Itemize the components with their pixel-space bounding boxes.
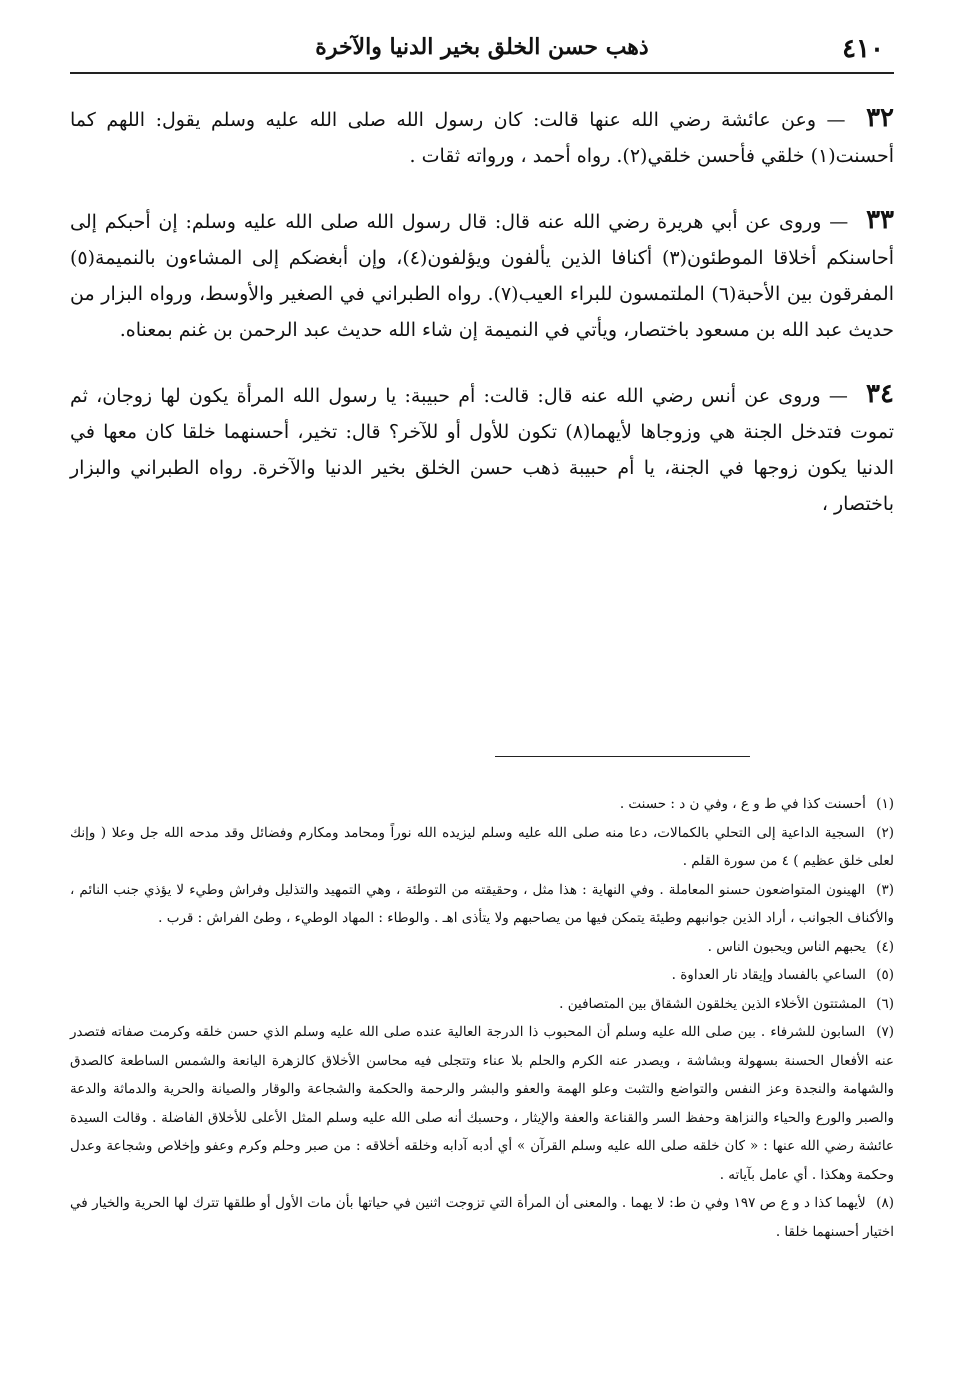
footnote-text: الساعي بالفساد وإيقاد نار العداوة . — [671, 967, 866, 983]
hadith-source: رواه أحمد ، ورواته ثقات . — [409, 145, 611, 167]
footnote-text: لأيهما كذا د و ع ص ١٩٧ وفي ن ط: لا يهما . والمعنى أن المرأة التي تزوجت اثنين في حياتها بأن مات الأول أو طلقها تترك لها الحرية والخيار في اختيار أحسنهما خلقا . — [70, 1195, 894, 1240]
footnote-number: (٨) — [876, 1195, 894, 1211]
hadith-number: ٣٤ — [866, 379, 894, 409]
hadith-33 — [70, 202, 894, 348]
hadith-source: رواه الطبراني والبزار باختصار ، — [70, 457, 894, 515]
footnote-text: أحسنت كذا في ط و ع ، وفي ن د : حسنت . — [619, 796, 866, 812]
footnote-6 — [70, 990, 894, 1019]
footnote-number: (٣) — [876, 881, 894, 898]
footnote-number: (٥) — [876, 967, 894, 983]
hadith-number: ٣٢ — [866, 103, 894, 133]
footnote-8 — [70, 1189, 894, 1246]
page-header — [70, 28, 894, 74]
footnote-3 — [70, 876, 894, 933]
footnote-number: (٧) — [876, 1024, 895, 1040]
footnotes — [70, 790, 894, 1246]
hadith-body — [70, 100, 894, 550]
footnote-text: يحبهم الناس ويحبون الناس . — [707, 938, 866, 955]
footnote-number: (١) — [876, 796, 894, 812]
hadith-source: رواه الطبراني في الصغير والأوسط، ورواه البزار من حديث عبد الله بن مسعود باختصار، ويأتي في النميمة إن شاء الله حديث عبد الرحمن بن غنم بمعناه. — [70, 283, 894, 341]
footnote-5 — [70, 961, 894, 990]
page-number: ٤١٠ — [842, 34, 884, 64]
hadith-text: — وروى عن أبي هريرة رضي الله عنه قال: قال رسول الله صلى الله عليه وسلم: إن أحبكم إلى أحاسنكم أخلاقا الموطئون(٣) أكنافا الذين يألفون ويؤلفون(٤)، وإن أبغضكم إلى المشاءون بالنميمة(٥) المفرقون بين الأحبة(٦) الملتمسون للبراء العيب(٧). — [70, 211, 895, 305]
footnote-1 — [70, 790, 894, 819]
footnote-number: (٦) — [876, 995, 894, 1012]
footnote-text: السابون للشرفاء . بين صلى الله عليه وسلم أن المحبوب ذا الدرجة العالية عنده صلى الله عليه وسلم الذي حسن خلقه وكرمت صفاته فتصدر عنه الأفعال الحسنة بسهولة وبشاشة ، ويصدر عنه الكرم والحلم بلا عناء وتتجلى فيه محاسن الأخلاق كالزهرة اليانعة والشمس الساطعة كالصدق والشهامة والنجدة وعز النفس والتواضع والتثبت وعلو الهمة والعفو والبشر والرحمة والحكمة والشجاعة والوقار والصيانة والحرية والدماثة والدعة والصبر والورع والحياء والنزاهة وحفظ السر والقناعة والعفة والإيثار ، وحسبك أنه صلى الله عليه وسلم المثل الأعلى للأخلاق الفاضلة . وقالت السيدة عائشة رضي الله عنها : « كان خلقه صلى الله عليه وسلم القرآن » أي أدبه آدابه وخلقه أخلاقه : من صبر وحلم وكرم وعفو وإخلاص وشجاعة وعدل وحكمة وهكذا . أي عامل بآياته . — [70, 1024, 894, 1183]
footnote-text: الهينون المتواضعون حسنو المعاملة . وفي النهاية : هذا مثل ، وحقيقته من التوطئة ، وهي التمهيد والتذليل وفراش وطيء لا يؤذي جنب النائم ، والأكناف الجوانب ، أراد الذين جوانبهم وطيئة يتمكن فيها من يصاحبهم ولا يتأذى اهـ . والوطاء : المهاد الوطيء ، وطئ الفراش : قرب . — [70, 881, 894, 926]
footnote-4 — [70, 933, 894, 962]
hadith-32 — [70, 100, 894, 174]
footnote-number: (٢) — [876, 824, 894, 841]
hadith-34 — [70, 376, 894, 522]
hadith-text: — وروى عن أنس رضي الله عنه قال: قالت: أم حبيبة: يا رسول الله المرأة يكون لها زوجان، ثم تموت فتدخل الجنة هي وزوجاها لأيهما(٨) تكون للأول أو للآخر؟ قال: تخير، أحسنهما خلقا كان معها في الدنيا يكون زوجها في الجنة، يا أم حبيبة ذهب حسن الخلق بخير الدنيا والآخرة. — [70, 385, 894, 479]
footnote-divider — [495, 756, 750, 757]
running-title: ذهب حسن الخلق بخير الدنيا والآخرة — [315, 34, 649, 60]
hadith-number: ٣٣ — [866, 205, 894, 235]
hadith-text: — وعن عائشة رضي الله عنها قالت: كان رسول الله صلى الله عليه وسلم يقول: اللهم كما أحسنت(١) خلقي فأحسن خلقي(٢). — [70, 109, 894, 167]
footnote-text: المشتتون الأخلاء الذين يخلقون الشقاق بين المتصافين . — [559, 995, 866, 1012]
footnote-2 — [70, 819, 894, 876]
footnote-text: السجية الداعية إلى التحلي بالكمالات، دعا منه صلى الله عليه وسلم ليزيده الله نوراً ومحامد ومكارم وفضائل وقد مدحه الله جل وعلا ( وإنك لعلى خلق عظيم ) ٤ من سورة القلم . — [70, 824, 894, 869]
footnote-7 — [70, 1018, 894, 1189]
footnote-number: (٤) — [876, 938, 894, 955]
